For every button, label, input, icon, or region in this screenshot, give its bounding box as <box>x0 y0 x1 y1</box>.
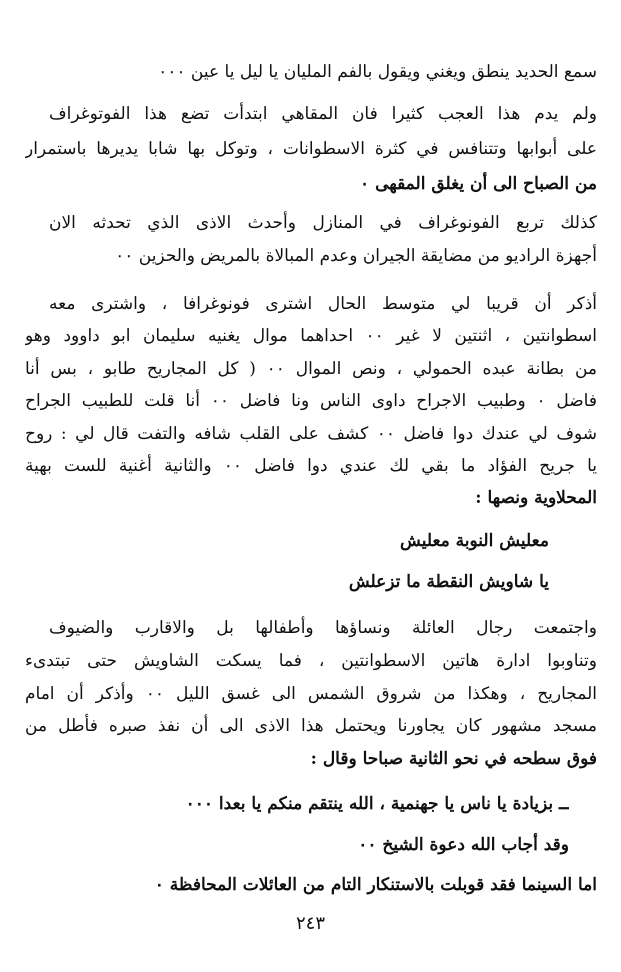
text-line: فاضل ٠ وطبيب الاجراح داوى الناس ونا فاضل ٠٠ أنا قلت للطبيب الجراح <box>25 391 597 411</box>
text-line: أذكر أن قريبا لي متوسط الحال اشترى فونوغرافا ، واشترى معه <box>49 294 597 314</box>
quoted-speech: ــ بزيادة يا ناس يا جهنمية ، الله ينتقم منكم يا بعدا ٠٠٠ <box>185 794 569 814</box>
text-line: واجتمعت رجال العائلة ونساؤها وأطفالها بل والاقارب والضيوف <box>49 618 597 638</box>
text-line: فوق سطحه في نحو الثانية صباحا وقال : <box>310 749 597 769</box>
text-line: شوف لي عندك دوا فاضل ٠٠ كشف على القلب شافه والتفت قال لي : روح <box>25 424 597 444</box>
text-line: أجهزة الراديو من مضايقة الجيران وعدم المبالاة بالمريض والحزين ٠٠ <box>115 246 597 266</box>
text-line: سمع الحديد ينطق ويغني ويقول بالفم المليان يا ليل يا عين ٠٠٠ <box>158 62 597 82</box>
text-line: المحلاوية ونصها : <box>475 488 597 508</box>
text-line: من الصباح الى أن يغلق المقهى ٠ <box>360 174 597 194</box>
text-line: ولم يدم هذا العجب كثيرا فان المقاهي ابتدأت تضع هذا الفوتوغراف <box>49 104 597 124</box>
text-line: من بطانة عبده الحمولي ، ونص الموال ٠٠ ( كل المجاريح طابو ، بس أنا <box>25 359 597 379</box>
text-line: المجاريح ، وهكذا من شروق الشمس الى غسق الليل ٠٠ وأذكر أن امام <box>25 684 597 704</box>
text-line: وتناوبوا ادارة هاتين الاسطوانتين ، فما يسكت الشاويش حتى تبتدىء <box>25 651 597 671</box>
page-number: ٢٤٣ <box>295 913 325 934</box>
text-line: اسطوانتين ، اثنتين لا غير ٠٠ احداهما موال يغنيه سليمان ابو داوود وهو <box>25 326 597 346</box>
text-line: وقد أجاب الله دعوة الشيخ ٠٠ <box>358 835 569 855</box>
text-line: مسجد مشهور كان يجاورنا ويحتمل هذا الاذى الى أن نفذ صبره فأطل من <box>25 716 597 736</box>
text-line: يا جريح الفؤاد ما بقي لك عندي دوا فاضل ٠٠ والثانية أغنية للست بهية <box>25 456 597 476</box>
text-line: اما السينما فقد قوبلت بالاستنكار التام من العائلات المحافظة ٠ <box>154 875 597 895</box>
song-verse: يا شاويش النقطة ما تزعلش <box>348 572 549 592</box>
text-line: كذلك تربع الفونوغراف في المنازل وأحدث الاذى الذي تحدثه الان <box>49 213 597 233</box>
song-verse: معليش النوبة معليش <box>400 531 549 551</box>
text-line: على أبوابها وتتنافس في كثرة الاسطوانات ، وتوكل بها شابا يديرها باستمرار <box>25 139 597 159</box>
